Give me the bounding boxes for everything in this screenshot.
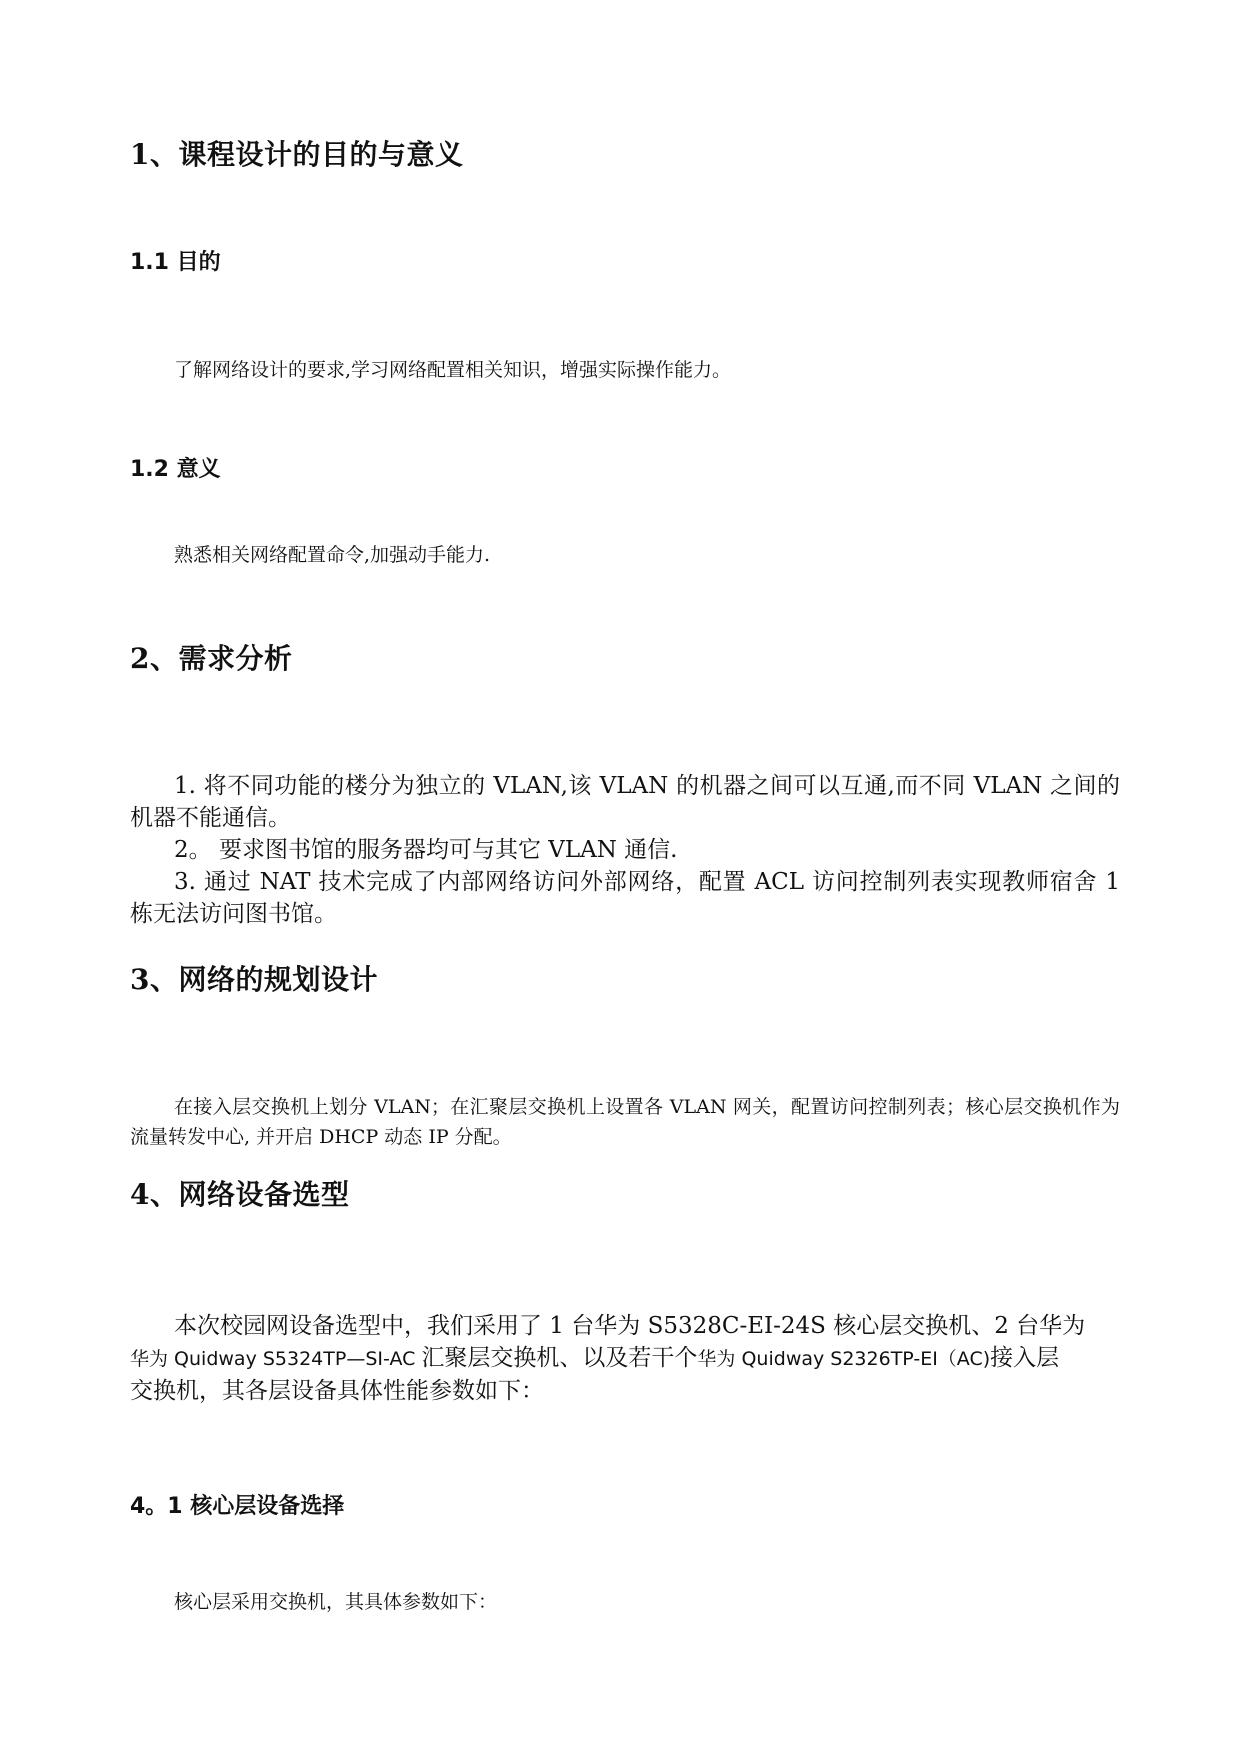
section-3-body: 在接入层交换机上划分 VLAN；在汇聚层交换机上设置各 VLAN 网关，配置访问控制列表；核心层交换机作为流量转发中心, 并开启 DHCP 动态 IP 分配。	[130, 1096, 1120, 1148]
access-switch-model: Quidway S2326TP-EI（AC)	[735, 1348, 991, 1370]
section-4-heading: 4、网络设备选型	[130, 1178, 350, 1211]
section-1-2-body: 熟悉相关网络配置命令,加强动手能力.	[174, 544, 491, 566]
section-2-heading: 2、需求分析	[130, 642, 293, 675]
section-4-body	[130, 1310, 1120, 1407]
section-1-2-heading: 1.2 意义	[130, 457, 221, 482]
aggregation-text: 汇聚层交换机、以及若干个	[421, 1345, 698, 1371]
section-1-1-body: 了解网络设计的要求,学习网络配置相关知识，增强实际操作能力。	[174, 359, 732, 381]
requirement-item-2: 2。 要求图书馆的服务器均可与其它 VLAN 通信.	[174, 837, 678, 863]
section-1-heading: 1、课程设计的目的与意义	[130, 138, 464, 171]
aggregation-switch-model: Quidway S5324TP—SI-AC	[168, 1348, 422, 1370]
requirement-item-3: 3. 通过 NAT 技术完成了内部网络访问外部网络，配置 ACL 访问控制列表实现教师宿舍 1 栋无法访问图书馆。	[130, 869, 1120, 927]
access-text: 接入层	[990, 1345, 1060, 1371]
section-4-body-line-3: 交换机，其各层设备具体性能参数如下：	[130, 1378, 544, 1404]
brand-prefix-2: 华为	[697, 1348, 736, 1370]
section-3-heading: 3、网络的规划设计	[130, 963, 378, 996]
brand-prefix: 华为	[130, 1348, 169, 1370]
section-4-body-line-2	[130, 1342, 1120, 1375]
section-4-1-heading: 4。1 核心层设备选择	[130, 1494, 345, 1519]
section-4-1-body: 核心层采用交换机，其具体参数如下：	[174, 1591, 498, 1613]
section-1-1-heading: 1.1 目的	[130, 250, 221, 275]
section-4-body-line-1: 本次校园网设备选型中，我们采用了 1 台华为 S5328C-EI-24S 核心层交换机、2 台华为	[174, 1313, 1086, 1339]
requirement-item-1: 1. 将不同功能的楼分为独立的 VLAN,该 VLAN 的机器之间可以互通,而不同 VLAN 之间的机器不能通信。	[130, 773, 1120, 831]
